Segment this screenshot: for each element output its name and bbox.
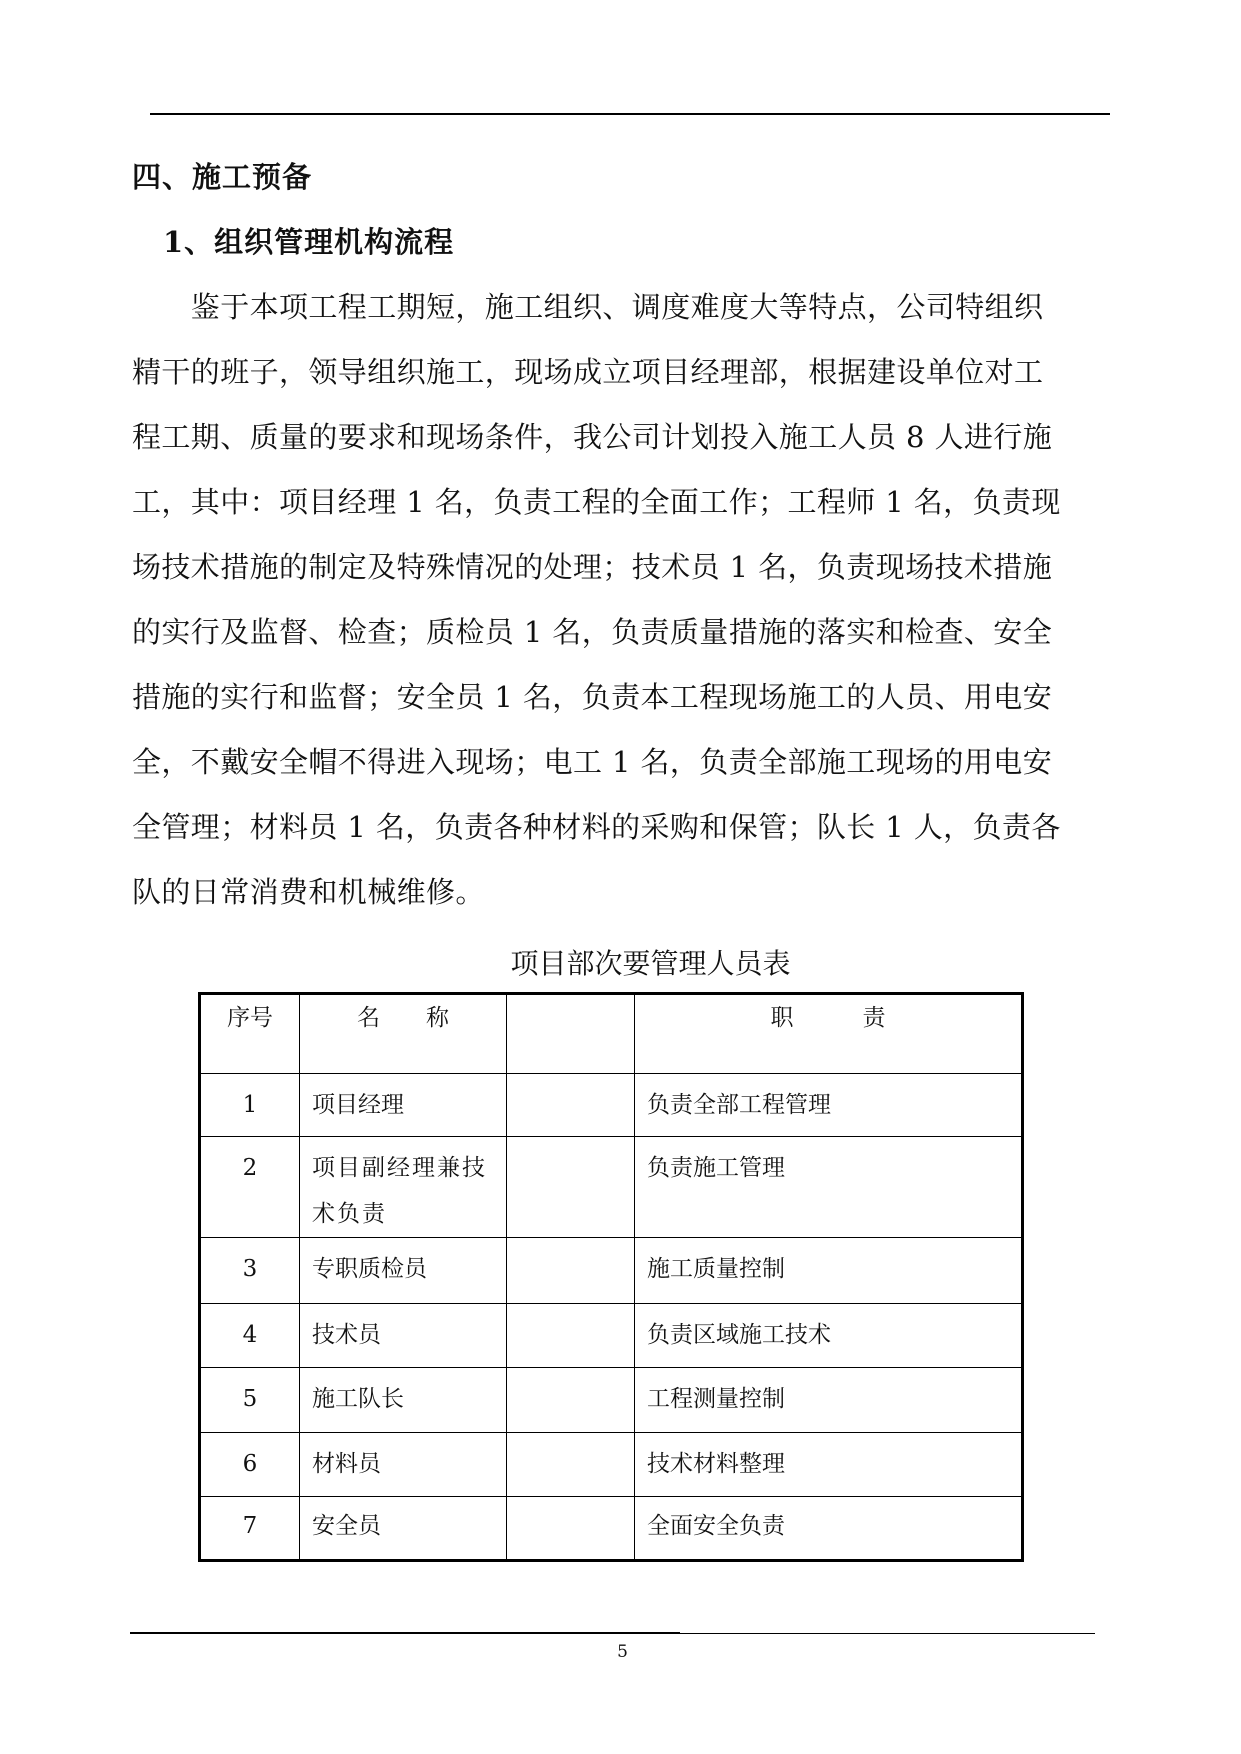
cell-duty: 负责施工管理	[635, 1137, 1023, 1238]
cell-no: 6	[200, 1433, 300, 1497]
paragraph-line: 措施的实行和监督；安全员 1 名，负责本工程现场施工的人员、用电安	[132, 680, 1053, 714]
header-duty: 职 责	[635, 994, 1023, 1074]
header-blank	[507, 994, 635, 1074]
cell-duty: 负责区域施工技术	[635, 1304, 1023, 1368]
table-row	[200, 1074, 1023, 1137]
paragraph-line: 工，其中：项目经理 1 名，负责工程的全面工作；工程师 1 名，负责现	[132, 485, 1061, 519]
cell-name: 项目经理	[300, 1074, 507, 1137]
cell-no: 2	[200, 1137, 300, 1238]
paragraph-line: 程工期、质量的要求和现场条件，我公司计划投入施工人员 8 人进行施	[132, 420, 1053, 454]
header-rule	[150, 113, 1110, 115]
cell-no: 7	[200, 1497, 300, 1561]
cell-blank	[507, 1497, 635, 1561]
table-row	[200, 1497, 1023, 1561]
paragraph-line: 全管理；材料员 1 名，负责各种材料的采购和保管；队长 1 人，负责各	[132, 810, 1061, 844]
cell-blank	[507, 1433, 635, 1497]
paragraph-line: 全，不戴安全帽不得进入现场；电工 1 名，负责全部施工现场的用电安	[132, 745, 1053, 779]
cell-blank	[507, 1137, 635, 1238]
cell-no: 1	[200, 1074, 300, 1137]
cell-blank	[507, 1304, 635, 1368]
cell-name: 材料员	[300, 1433, 507, 1497]
cell-name: 安全员	[300, 1497, 507, 1561]
footer-rule	[130, 1632, 680, 1634]
cell-duty: 负责全部工程管理	[635, 1074, 1023, 1137]
cell-name: 项目副经理兼技术负责	[300, 1137, 507, 1238]
staff-table	[198, 992, 1024, 1562]
cell-no: 3	[200, 1238, 300, 1304]
cell-duty: 工程测量控制	[635, 1368, 1023, 1433]
header-no: 序号	[200, 994, 300, 1074]
cell-name: 专职质检员	[300, 1238, 507, 1304]
paragraph-line: 场技术措施的制定及特殊情况的处理；技术员 1 名，负责现场技术措施	[132, 550, 1053, 584]
paragraph-line: 队的日常消费和机械维修。	[132, 875, 485, 909]
paragraph-line: 的实行及监督、检查；质检员 1 名，负责质量措施的落实和检查、安全	[132, 615, 1053, 649]
cell-duty: 施工质量控制	[635, 1238, 1023, 1304]
table-caption: 项目部次要管理人员表	[510, 947, 791, 980]
footer-rule-thin	[680, 1633, 1095, 1634]
table-header-row	[200, 994, 1023, 1074]
table-row	[200, 1368, 1023, 1433]
header-name: 名 称	[300, 994, 507, 1074]
cell-duty: 全面安全负责	[635, 1497, 1023, 1561]
cell-no: 5	[200, 1368, 300, 1433]
subsection-title: 1、组织管理机构流程	[163, 225, 455, 259]
cell-blank	[507, 1074, 635, 1137]
cell-name: 技术员	[300, 1304, 507, 1368]
table-row	[200, 1304, 1023, 1368]
cell-blank	[507, 1368, 635, 1433]
table-row	[200, 1433, 1023, 1497]
cell-no: 4	[200, 1304, 300, 1368]
table-row	[200, 1238, 1023, 1304]
cell-duty: 技术材料整理	[635, 1433, 1023, 1497]
paragraph-line: 鉴于本项工程工期短，施工组织、调度难度大等特点，公司特组织	[132, 290, 1044, 324]
section-title: 四、施工预备	[132, 160, 313, 194]
cell-blank	[507, 1238, 635, 1304]
table-row	[200, 1137, 1023, 1238]
paragraph-line: 精干的班子，领导组织施工，现场成立项目经理部，根据建设单位对工	[132, 355, 1044, 389]
page-number: 5	[617, 1642, 628, 1662]
cell-name: 施工队长	[300, 1368, 507, 1433]
